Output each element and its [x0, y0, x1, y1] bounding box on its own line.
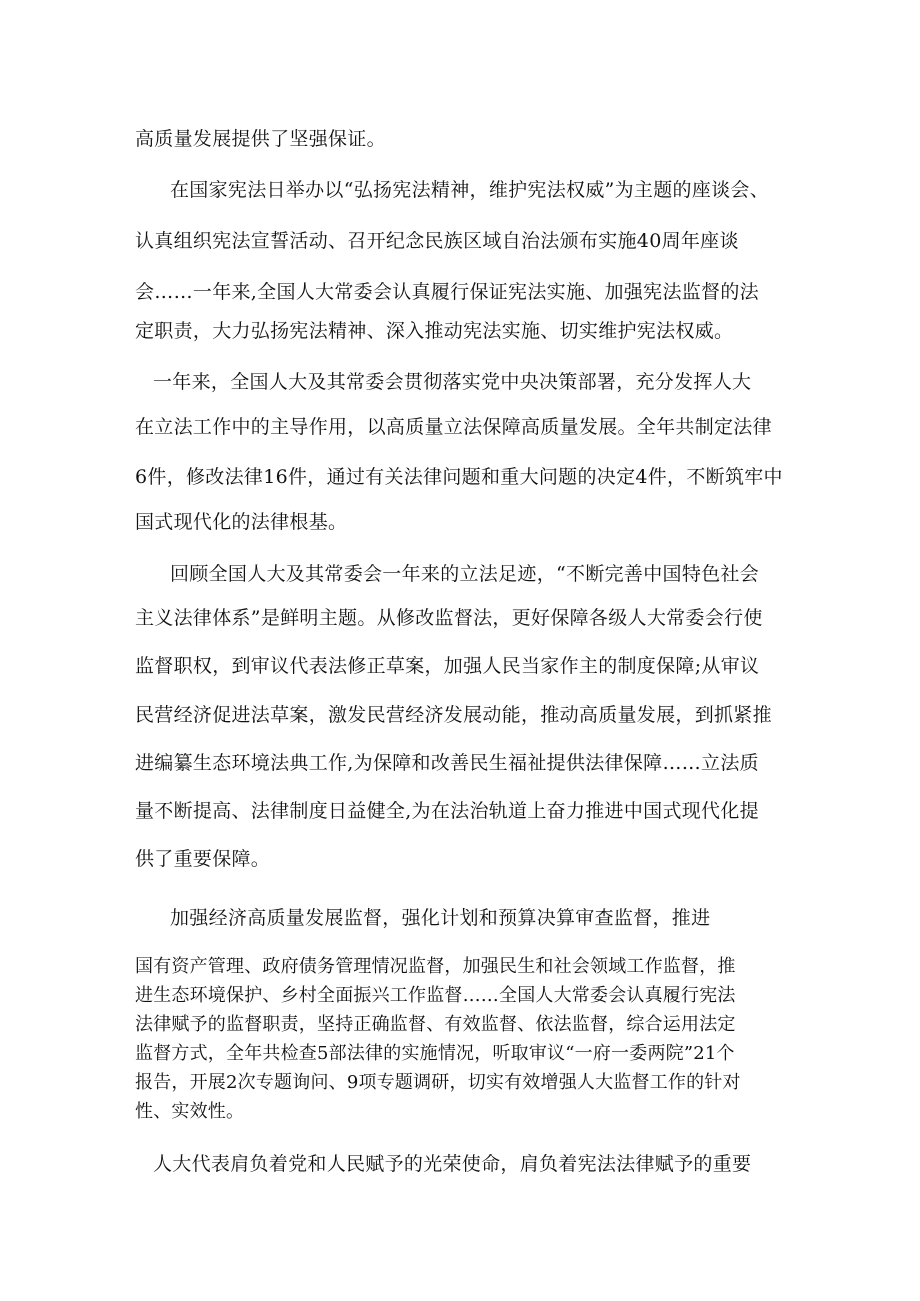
text-line: 人大代表肩负着党和人民赋予的光荣使命，肩负着宪法法律赋予的重要 — [153, 1153, 752, 1175]
text-line: 报告，开展2次专题询问、9项专题调研，切实有效增强人大监督工作的针对 — [135, 1072, 741, 1093]
text-line: 回顾全国人大及其常委会一年来的立法足迹，“不断完善中国特色社会 — [170, 563, 760, 585]
text-line: 一年来，全国人大及其常委会贯彻落实党中央决策部署，充分发挥人大 — [153, 371, 752, 393]
text-line: 量不断提高、法律制度日益健全,为在法治轨道上奋力推进中国式现代化提 — [135, 800, 759, 822]
text-line: 在国家宪法日举办以“弘扬宪法精神，维护宪法权威”为主题的座谈会、 — [170, 179, 770, 201]
text-line: 进生态环境保护、乡村全面振兴工作监督……全国人大常委会认真履行宪法 — [135, 985, 736, 1006]
text-line: 认真组织宪法宣誓活动、召开纪念民族区域自治法颁布实施40周年座谈 — [135, 230, 739, 252]
text-line: 法律赋予的监督职责，坚持正确监督、有效监督、依法监督，综合运用法定 — [135, 1014, 736, 1035]
text-line: 加强经济高质量发展监督，强化计划和预算决算审查监督，推进 — [170, 907, 711, 929]
text-line: 6件，修改法律16件，通过有关法律问题和重大问题的决定4件，不断筑牢中 — [135, 466, 783, 488]
text-line: 国式现代化的法律根基。 — [135, 511, 348, 533]
text-line: 监督方式，全年共检查5部法律的实施情况，听取审议“一府一委两院”21个 — [135, 1043, 735, 1064]
text-line: 定职责，大力弘扬宪法精神、深入推动宪法实施、切实维护宪法权威。 — [135, 320, 734, 342]
text-line: 在立法工作中的主导作用，以高质量立法保障高质量发展。全年共制定法律 — [135, 416, 772, 438]
text-line: 国有资产管理、政府债务管理情况监督，加强民生和社会领域工作监督，推 — [135, 956, 736, 977]
text-line: 进编纂生态环境法典工作,为保障和改善民生福祉提供法律保障……立法质 — [135, 752, 759, 774]
text-line: 会……一年来,全国人大常委会认真履行保证宪法实施、加强宪法监督的法 — [135, 281, 759, 303]
text-line: 高质量发展提供了坚强保证。 — [135, 128, 386, 150]
text-line: 民营经济促进法草案，激发民营经济发展动能，推动高质量发展，到抓紧推 — [135, 704, 772, 726]
text-line: 性、实效性。 — [135, 1101, 245, 1122]
text-line: 主义法律体系”是鲜明主题。从修改监督法，更好保障各级人大常委会行使 — [135, 607, 763, 629]
text-line: 监督职权，到审议代表法修正草案，加强人民当家作主的制度保障;从审议 — [135, 655, 760, 677]
text-line: 供了重要保障。 — [135, 848, 271, 870]
